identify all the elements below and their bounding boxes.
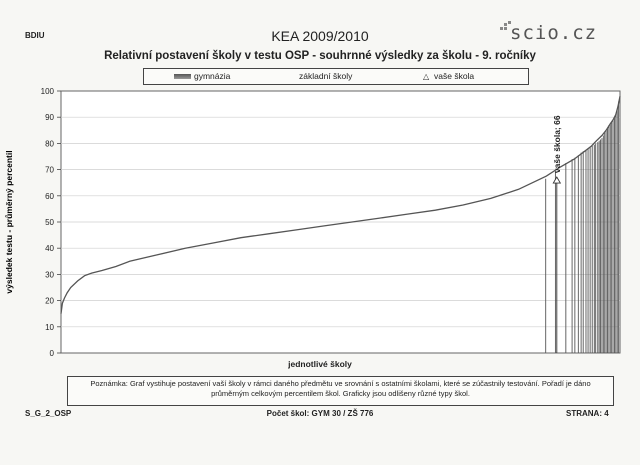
y-tick-label: 20 — [45, 296, 54, 306]
report-title: KEA 2009/2010 — [271, 28, 369, 44]
footer-code: S_G_2_OSP — [25, 409, 72, 418]
note-box — [67, 376, 614, 406]
chart-title: Relativní postavení školy v testu OSP - souhrnné výsledky za školu - 9. ročníky — [104, 50, 536, 62]
y-tick-label: 10 — [45, 322, 54, 332]
note-line-2: průměrným celkovým percentilem škol. Graficky jsou odlišeny různé typy škol. — [211, 389, 470, 398]
legend-gymnasium-label: gymnázia — [194, 71, 231, 81]
footer-page-number: STRANA: 4 — [566, 409, 609, 418]
legend-basic-school-label: základní školy — [299, 71, 353, 81]
y-axis-ticks — [41, 87, 61, 358]
y-axis-label: výsledek testu - průměrný percentil — [4, 150, 14, 294]
brand-logo: scio.cz — [510, 22, 598, 44]
y-tick-label: 0 — [49, 349, 54, 358]
footer-school-count: Počet škol: GYM 30 / ZŠ 776 — [266, 409, 374, 418]
y-tick-label: 70 — [45, 165, 54, 175]
y-tick-label: 80 — [45, 139, 54, 149]
your-school-label: vaše škola; 66 — [551, 115, 562, 174]
y-tick-label: 100 — [40, 87, 54, 96]
y-tick-label: 90 — [45, 113, 54, 123]
legend-your-school-label: vaše škola — [434, 71, 475, 81]
school-code: BDIU — [25, 31, 45, 40]
y-tick-label: 40 — [45, 244, 54, 254]
y-tick-label: 30 — [45, 270, 54, 280]
note-line-1: Poznámka: Graf vystihuje postavení vaší školy v rámci daného předmětu ve srovnání s ostatními školami, které se zúčastnily testování. Pořadí je dáno — [90, 379, 591, 388]
x-axis-label: jednotlivé školy — [288, 359, 352, 369]
y-tick-label: 60 — [45, 191, 54, 201]
triangle-marker-icon: △ — [423, 72, 430, 81]
y-tick-label: 50 — [45, 218, 54, 227]
